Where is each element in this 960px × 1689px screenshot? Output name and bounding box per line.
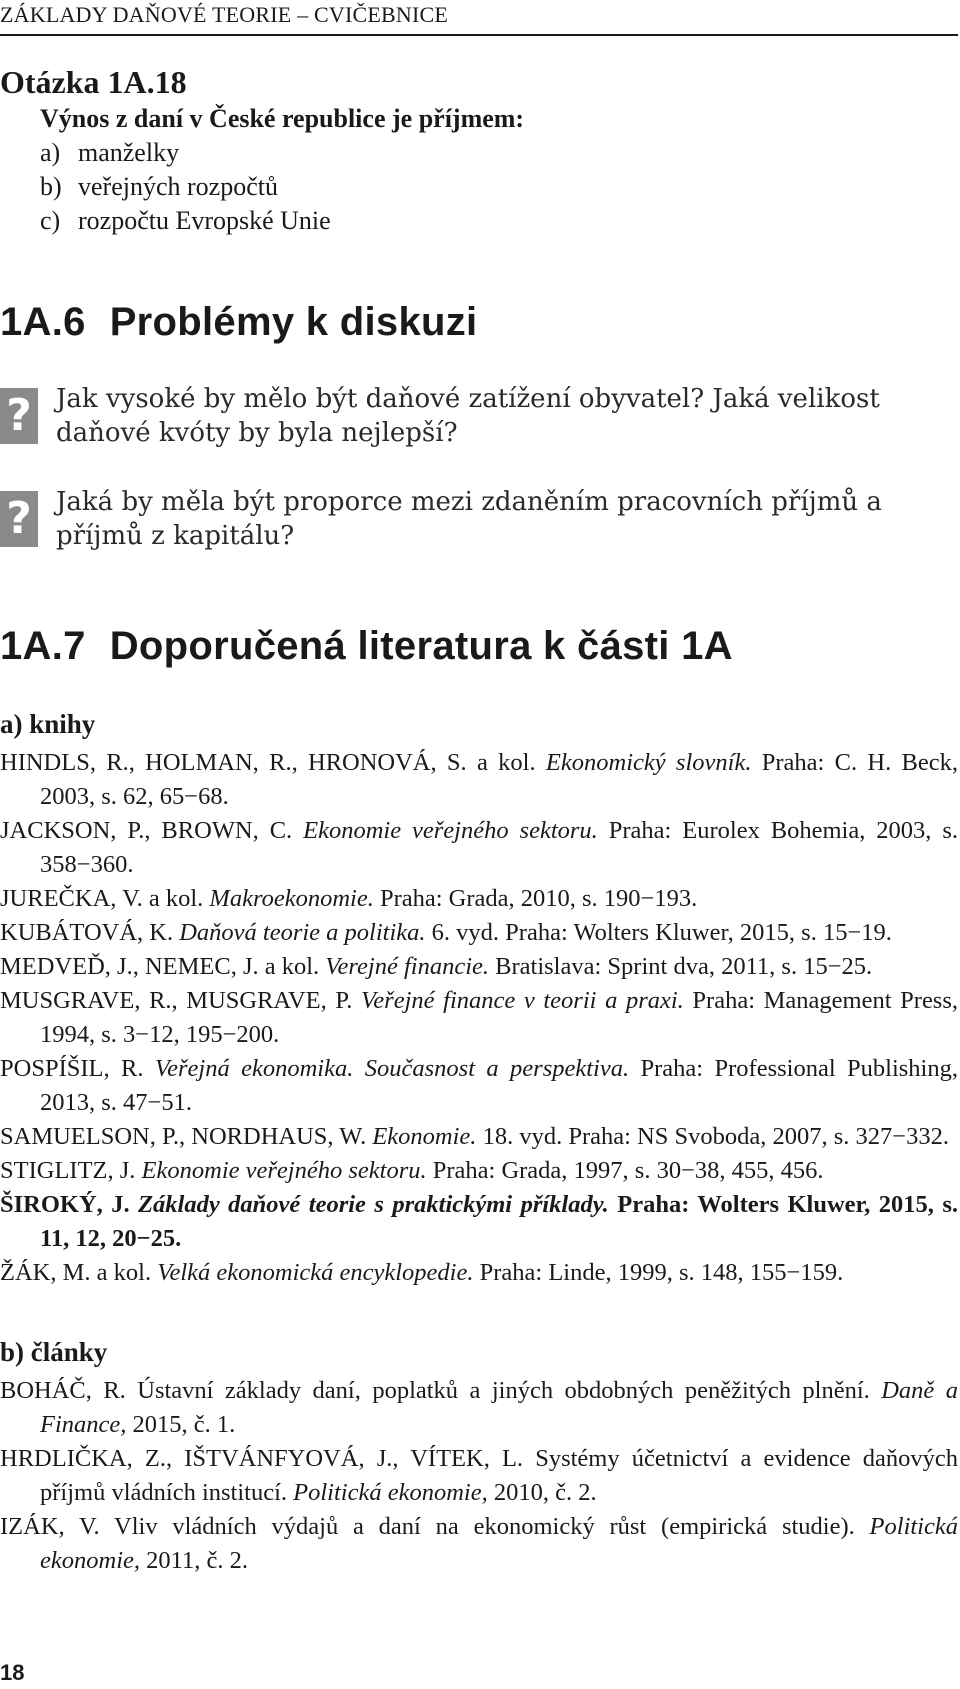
books-heading: a) knihy [0, 709, 96, 739]
reference-publication: Praha: Eurolex Bohemia, 2003, s. 358−360. [40, 817, 958, 878]
discussion-text: Jaká by měla být proporce mezi zdaněním pracovních příjmů a příjmů z kapitálu? [56, 487, 882, 551]
reference-publication: 18. vyd. Praha: NS Svoboda, 2007, s. 327−332. [476, 1123, 949, 1150]
reference-author: IZÁK, V. [0, 1513, 115, 1540]
question-text: Výnos z daní v České republice je příjmem: [40, 104, 525, 133]
reference-title: Makroekonomie. [209, 885, 374, 912]
reference-author: JUREČKA, V. a kol. [0, 885, 210, 912]
reference-author: HRDLIČKA, Z., IŠTVÁNFYOVÁ, J., VÍTEK, L. [0, 1445, 536, 1472]
reference-title: Ekonomický slovník. [545, 749, 752, 776]
reference-author: MUSGRAVE, R., MUSGRAVE, P. [0, 987, 362, 1014]
book-reference [0, 1052, 958, 1120]
reference-title: Vliv vládních výdajů a daní na ekonomický růst (empirická studie). [114, 1513, 870, 1540]
article-reference [0, 1374, 958, 1442]
discussion-item [0, 485, 958, 553]
reference-publication: Praha: Management Press, 1994, s. 3−12, 195−200. [40, 987, 959, 1048]
reference-title: Základy daňové teorie s praktickými příklady. [138, 1191, 609, 1218]
reference-author: ŠIROKÝ, J. [0, 1191, 139, 1218]
book-reference [0, 916, 958, 950]
question-mark-icon: ? [0, 388, 38, 444]
discussion-item [0, 382, 958, 450]
reference-title: Veřejné finance v teorii a praxi. [361, 987, 684, 1014]
question-mark-icon: ? [0, 491, 38, 547]
book-reference [0, 1188, 958, 1256]
reference-issue: 2011, č. 2. [140, 1547, 248, 1574]
reference-title: Verejné financie. [325, 953, 490, 980]
section-title: Doporučená literatura k části 1A [109, 624, 733, 668]
reference-publication: Praha: Linde, 1999, s. 148, 155−159. [473, 1259, 844, 1286]
option-label: rozpočtu Evropské Unie [78, 206, 331, 235]
option-c [40, 204, 958, 238]
books-list [0, 746, 958, 1290]
section-heading-1a7 [0, 624, 733, 669]
reference-publication: Bratislava: Sprint dva, 2011, s. 15−25. [489, 953, 873, 980]
reference-title: Daňová teorie a politika. [179, 919, 426, 946]
reference-title: Systémy účetnictví a evidence daňových příjmů vládních institucí. [40, 1445, 958, 1506]
reference-publication: 6. vyd. Praha: Wolters Kluwer, 2015, s. 15−19. [425, 919, 892, 946]
reference-author: KUBÁTOVÁ, K. [0, 919, 180, 946]
reference-publication: Praha: Professional Publishing, 2013, s. 47−51. [40, 1055, 958, 1116]
articles-heading: b) články [0, 1337, 108, 1367]
section-heading-1a6 [0, 300, 477, 345]
reference-journal: Politická ekonomie, [40, 1513, 958, 1574]
reference-author: HINDLS, R., HOLMAN, R., HRONOVÁ, S. a kol. [0, 749, 546, 776]
book-reference [0, 1154, 958, 1188]
book-reference [0, 746, 958, 814]
book-reference [0, 950, 958, 984]
section-number: 1A.6 [0, 300, 86, 344]
reference-author: SAMUELSON, P., NORDHAUS, W. [0, 1123, 373, 1150]
question-options [40, 136, 958, 238]
reference-title: Ekonomie veřejného sektoru. [141, 1157, 427, 1184]
book-reference [0, 814, 958, 882]
book-reference [0, 984, 958, 1052]
section-number: 1A.7 [0, 624, 86, 668]
reference-issue: 2010, č. 2. [487, 1479, 597, 1506]
literature-list [0, 706, 958, 1578]
reference-journal: Daně a Finance, [40, 1377, 959, 1438]
reference-author: STIGLITZ, J. [0, 1157, 142, 1184]
option-label: veřejných rozpočtů [78, 172, 278, 201]
option-letter: c) [40, 206, 61, 235]
reference-title: Ekonomie veřejného sektoru. [303, 817, 598, 844]
book-reference [0, 1120, 958, 1154]
reference-title: Ústavní základy daní, poplatků a jiných obdobných peněžitých plnění. [137, 1377, 882, 1404]
reference-author: BOHÁČ, R. [0, 1377, 138, 1404]
question-block [0, 62, 958, 238]
book-reference [0, 1256, 958, 1290]
option-a [40, 136, 958, 170]
article-reference [0, 1442, 958, 1510]
option-label: manželky [78, 138, 180, 167]
option-b [40, 170, 958, 204]
reference-author: POSPÍŠIL, R. [0, 1055, 155, 1082]
reference-author: ŽÁK, M. a kol. [0, 1259, 158, 1286]
article-reference [0, 1510, 958, 1578]
question-number: Otázka 1A.18 [0, 64, 187, 100]
reference-title: Ekonomie. [372, 1123, 477, 1150]
reference-publication: Praha: Grada, 1997, s. 30−38, 455, 456. [426, 1157, 824, 1184]
reference-publication: Praha: Grada, 2010, s. 190−193. [373, 885, 698, 912]
page-number: 18 [0, 1660, 25, 1685]
running-header: ZÁKLADY DAŇOVÉ TEORIE – CVIČEBNICE [0, 2, 958, 36]
reference-issue: 2015, č. 1. [126, 1411, 236, 1438]
option-letter: b) [40, 172, 62, 201]
reference-author: MEDVEĎ, J., NEMEC, J. a kol. [0, 953, 326, 980]
articles-list [0, 1374, 958, 1578]
reference-title: Veřejná ekonomika. Současnost a perspektiva. [154, 1055, 630, 1082]
reference-publication: Praha: C. H. Beck, 2003, s. 62, 65−68. [40, 749, 959, 810]
reference-title: Velká ekonomická encyklopedie. [157, 1259, 474, 1286]
reference-author: JACKSON, P., BROWN, C. [0, 817, 304, 844]
section-title: Problémy k diskuzi [109, 300, 478, 344]
reference-publication: Praha: Wolters Kluwer, 2015, s. 11, 12, 20−25. [40, 1191, 959, 1252]
discussion-text: Jak vysoké by mělo být daňové zatížení obyvatel? Jaká velikost daňové kvóty by byla nejlepší? [56, 384, 880, 448]
option-letter: a) [40, 138, 61, 167]
book-reference [0, 882, 958, 916]
reference-journal: Politická ekonomie, [293, 1479, 488, 1506]
